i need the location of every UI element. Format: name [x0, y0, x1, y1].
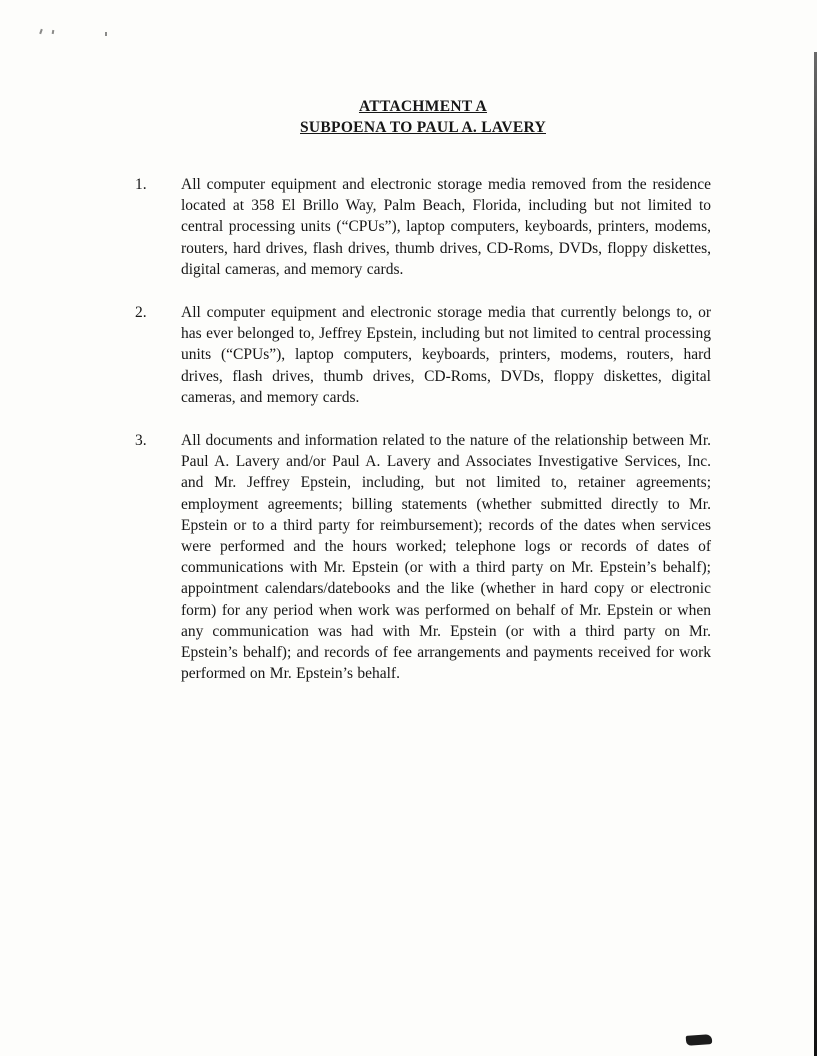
scan-speckle — [52, 30, 55, 34]
item-text: All computer equipment and electronic storage media removed from the residence located at 358 El Brillo Way, Palm Beach, Florida, including but not limited to central processing units (“CPUs”), laptop computers, keyboards, printers, modems, routers, hard drives, flash drives, thumb drives, CD-Roms, DVDs, floppy diskettes, digital cameras, and memory cards. — [181, 176, 711, 278]
scan-speckle — [39, 29, 43, 34]
item-number: 1. — [135, 176, 147, 193]
item-number: 3. — [135, 432, 147, 450]
document-content — [135, 96, 711, 706]
item-text: All documents and information related to the nature of the relationship between Mr. Paul A. Lavery and/or Paul A. Lavery and Associates Investigative Services, Inc. and Mr. Jeffrey Epstein, including, but not limited to, retainer agreements; employment agreements; billing statements (whether submitted directly to Mr. Epstein or to a third party for reimbursement); records of the dates when services were performed and the hours worked; telephone logs or records of dates of communications with Mr. Epstein (or with a third party on Mr. Epstein’s behalf); appointment calendars/datebooks and the like (whether in hard copy or electronic form) for any period when work was performed on behalf of Mr. Epstein or when any communication was had with Mr. Epstein (or with a third party on Mr. Epstein’s behalf); and records of fee arrangements and payments received for work performed on Mr. Epstein’s behalf. — [181, 432, 711, 683]
list-item — [135, 302, 711, 408]
document-heading — [135, 96, 711, 138]
item-text: All computer equipment and electronic storage media that currently belongs to, or has ever belonged to, Jeffrey Epstein, including but not limited to central processing units (“CPUs”), laptop computers, keyboards, printers, modems, routers, hard drives, flash drives, thumb drives, CD-Roms, DVDs, floppy diskettes, digital cameras, and memory cards. — [181, 304, 711, 406]
item-number: 2. — [135, 304, 147, 322]
document-title: ATTACHMENT A — [358, 98, 488, 115]
document-subtitle: SUBPOENA TO PAUL A. LAVERY — [300, 119, 546, 136]
list-item — [135, 430, 711, 684]
list-item — [135, 174, 711, 280]
scan-speckle — [105, 32, 107, 36]
scan-mark-artifact — [686, 1034, 713, 1046]
